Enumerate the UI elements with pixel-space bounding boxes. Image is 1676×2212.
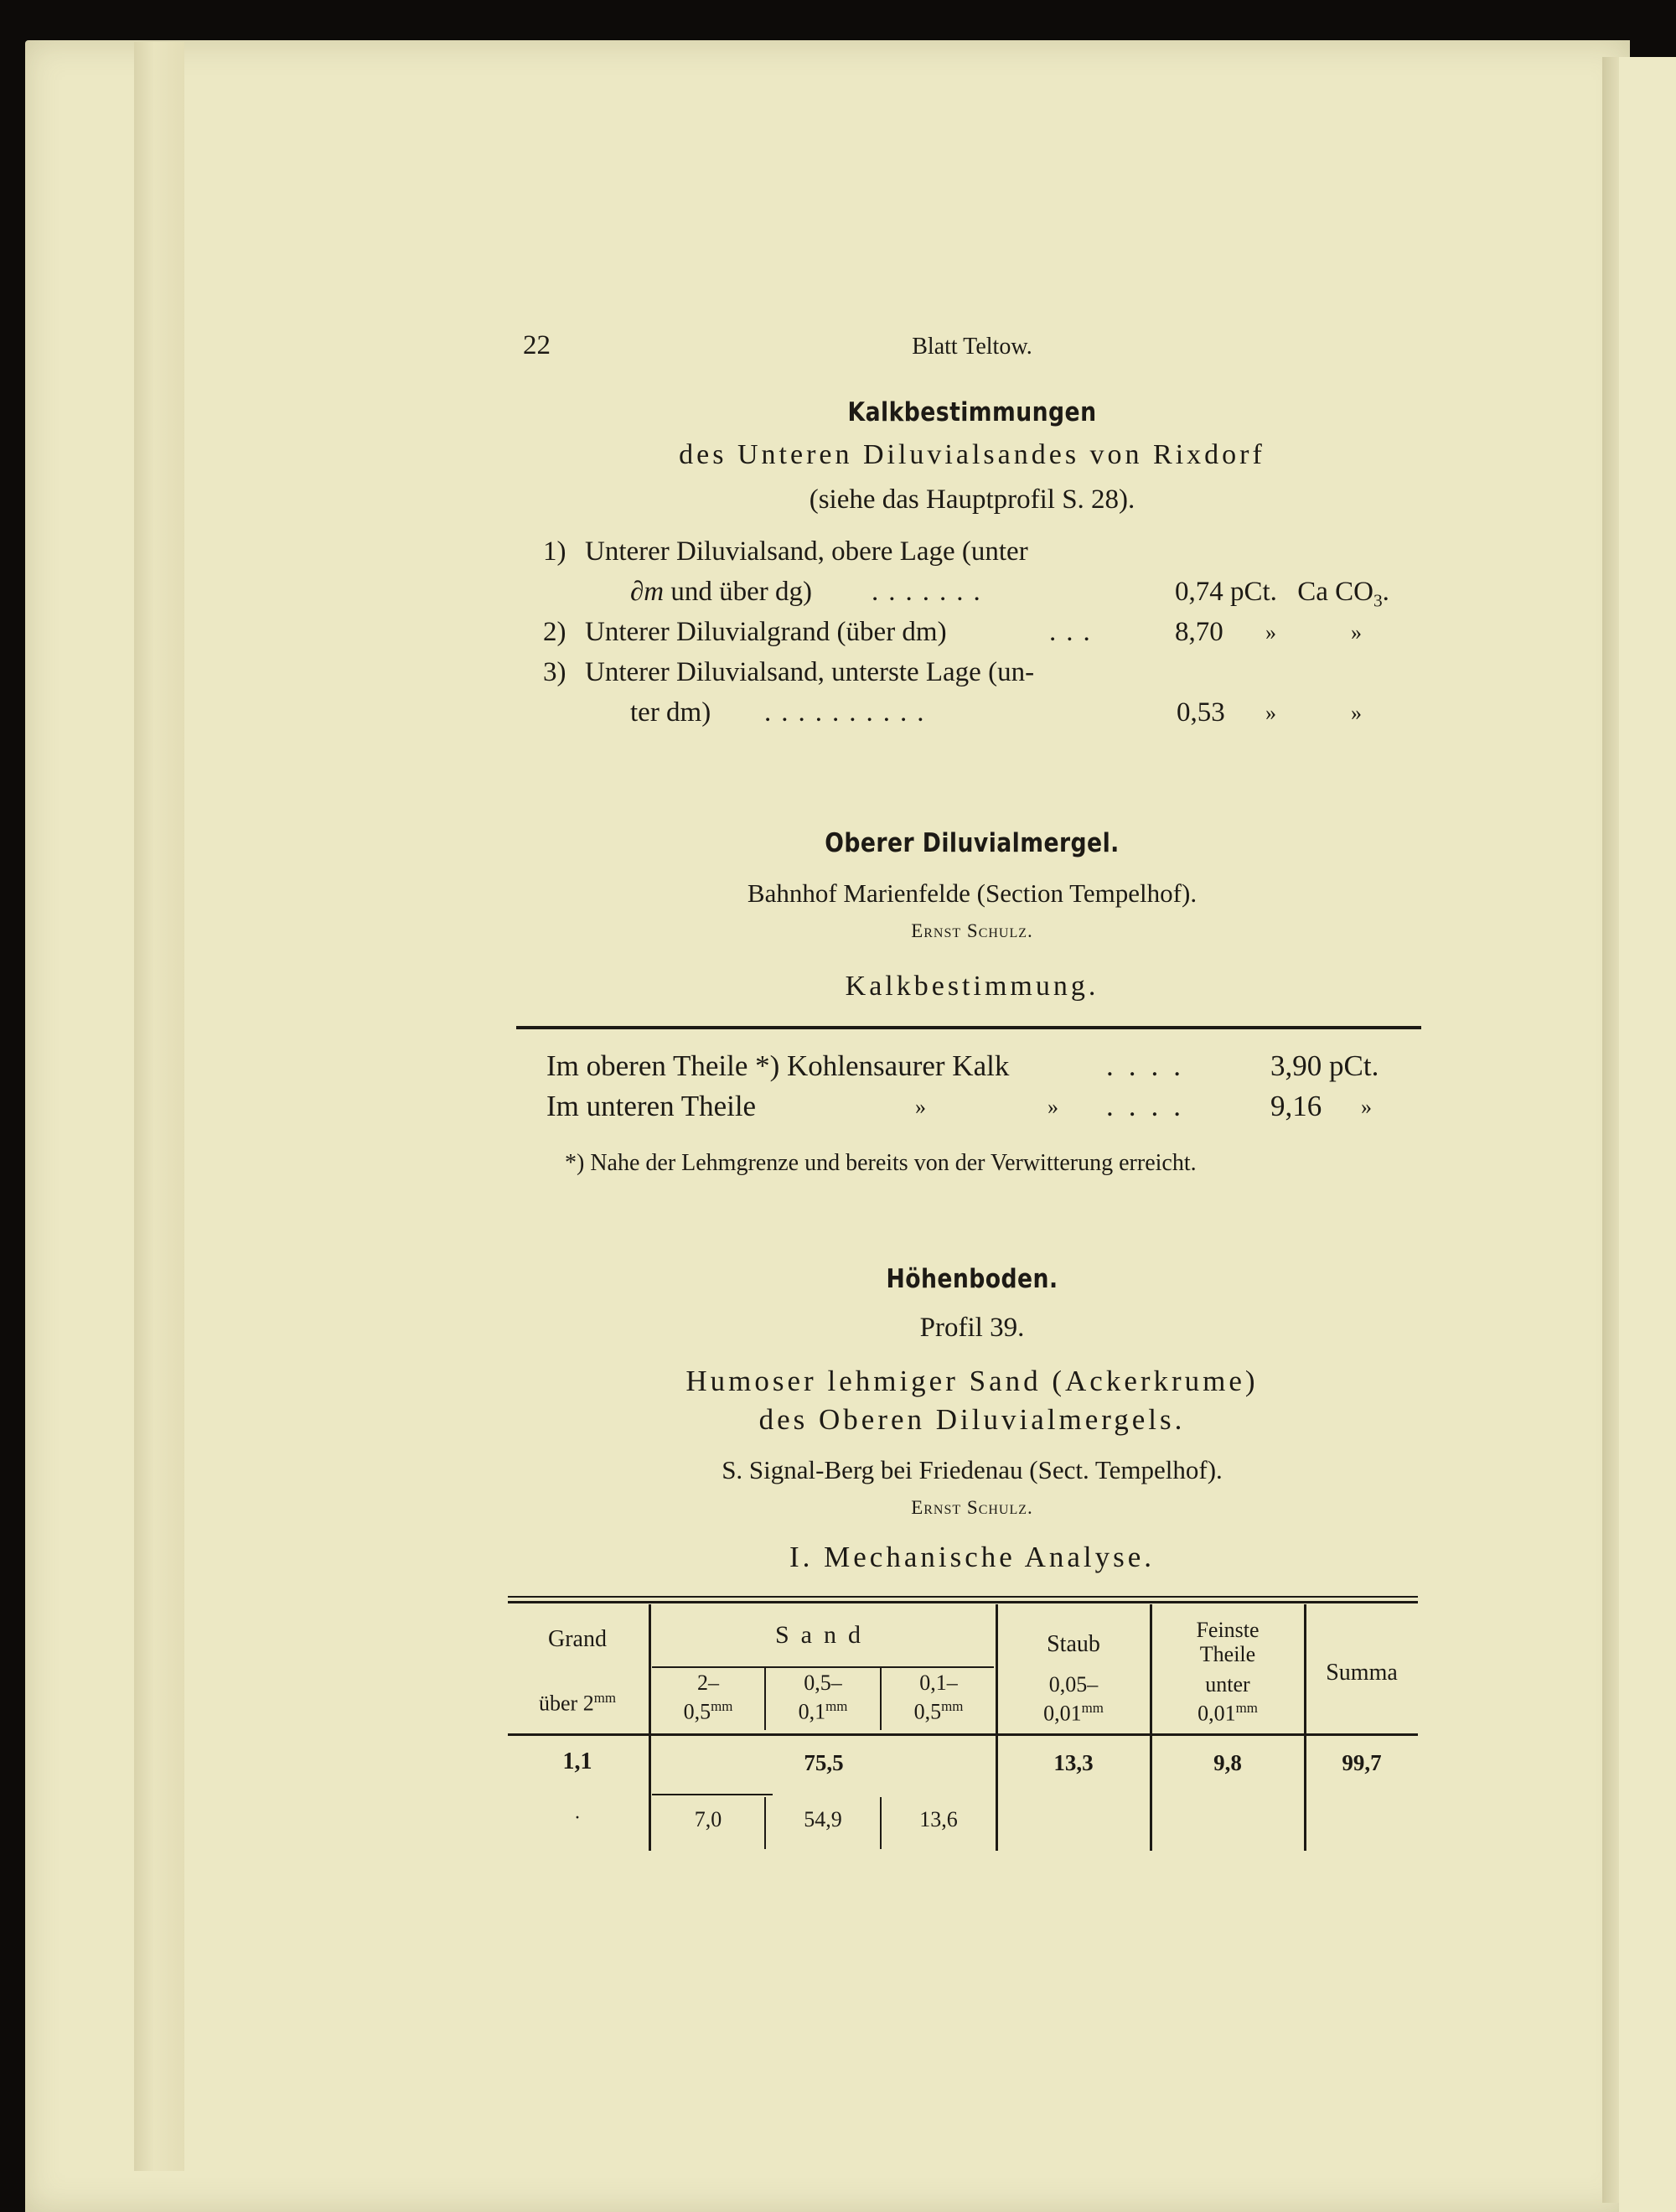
sand-sub-header-3 xyxy=(882,1671,996,1724)
book-page xyxy=(25,40,1630,2212)
oberer-location: Bahnhof Marienfelde (Section Tempelhof). xyxy=(747,878,1198,908)
horizontal-rule xyxy=(516,1026,1421,1029)
item-text-line2: ter dm) xyxy=(630,697,711,728)
sand-sub-rule xyxy=(652,1794,773,1795)
value-text: 0,74 pCt. xyxy=(1175,577,1277,607)
cell-sand-3: 13,6 xyxy=(919,1807,958,1831)
item-text-italic: ∂m xyxy=(630,577,665,607)
feinste-line-1: Feinste xyxy=(1196,1618,1260,1642)
leader-dots: ....... xyxy=(872,577,991,607)
item-value: 8,70 xyxy=(1175,617,1223,647)
oberer-subheading: Kalkbestimmung. xyxy=(845,971,1099,1002)
section-heading-hoehenboden: Höhenboden. xyxy=(886,1264,1058,1294)
page-number: 22 xyxy=(523,330,551,360)
hoehenboden-location: S. Signal-Berg bei Friedenau (Sect. Tempelhof). xyxy=(722,1455,1223,1484)
unit-suffix: . xyxy=(1382,577,1389,607)
ditto-mark: » xyxy=(1361,1095,1372,1119)
item-text: Unterer Diluvialsand, unterste Lage (un- xyxy=(585,657,1035,687)
ditto-mark: » xyxy=(1265,701,1276,725)
unit-subscript: 3 xyxy=(1373,590,1383,611)
col-header-staub: Staub xyxy=(1047,1631,1100,1657)
section-heading-kalkbestimmungen: Kalkbestimmungen xyxy=(847,397,1097,427)
cell-summa: 99,7 xyxy=(1342,1750,1382,1775)
profil-label: Profil 39. xyxy=(919,1313,1025,1343)
col-header-feinste-sub xyxy=(1151,1673,1304,1726)
row-value: 3,90 pCt. xyxy=(1270,1049,1379,1082)
cell-staub: 13,3 xyxy=(1053,1750,1094,1775)
item-number: 3) xyxy=(543,657,566,687)
ditto-mark: » xyxy=(1048,1095,1058,1119)
unit-text: Ca CO xyxy=(1297,577,1373,607)
item-text-rest: und über dg) xyxy=(664,577,813,607)
col-header-summa: Summa xyxy=(1326,1660,1398,1686)
feinste-line-3: unter xyxy=(1205,1672,1250,1697)
sand-sub-range-start: 2– xyxy=(697,1671,719,1695)
footnote: *) Nahe der Lehmgrenze und bereits von der Verwitterung erreicht. xyxy=(565,1150,1197,1176)
feinste-line-4: $0,01^{mm}$ xyxy=(1198,1700,1258,1726)
header-bottom-rule xyxy=(508,1733,1418,1736)
item-value: 0,53 xyxy=(1177,697,1225,728)
grand-sub-text: über 2 xyxy=(539,1691,594,1716)
table-vrule xyxy=(1304,1604,1306,1851)
table-vrule xyxy=(649,1604,651,1851)
ditto-mark: » xyxy=(1265,620,1276,645)
cell-grand: 1,1 xyxy=(562,1748,592,1774)
sand-sub-header-1 xyxy=(652,1671,764,1724)
row-value: 9,16 xyxy=(1270,1090,1322,1122)
sand-hrule xyxy=(652,1666,994,1668)
col-header-feinste xyxy=(1151,1618,1304,1666)
staub-range-end: $0,01^{mm}$ xyxy=(1043,1700,1104,1726)
sand-sub-range-end: $0,1^{mm}$ xyxy=(798,1698,848,1724)
ditto-mark: » xyxy=(1351,701,1362,725)
staub-range-start: 0,05– xyxy=(1048,1672,1099,1697)
hoehenboden-title-1: Humoser lehmiger Sand (Ackerkrume) xyxy=(685,1365,1259,1397)
page-gutter-edge xyxy=(134,42,184,2171)
row-label: Im unteren Theile xyxy=(546,1090,757,1122)
sand-sub-range-end: $0,5^{mm}$ xyxy=(683,1698,733,1724)
sand-sub-header-2 xyxy=(766,1671,880,1724)
col-header-grand: Grand xyxy=(548,1626,607,1652)
cell-feinste: 9,8 xyxy=(1213,1750,1242,1775)
leader-dots: .... xyxy=(1106,1090,1196,1122)
item-value xyxy=(1175,577,1389,612)
hoehenboden-title-2: des Oberen Diluvialmergels. xyxy=(758,1403,1186,1436)
mechanische-analyse-heading: I. Mechanische Analyse. xyxy=(789,1541,1156,1573)
sand-sub-range-end: $0,5^{mm}$ xyxy=(913,1698,964,1724)
leader-dots: .... xyxy=(1106,1049,1196,1082)
sand-sub-range-start: 0,1– xyxy=(919,1671,958,1695)
kalk-rixdorf-line1: des Unteren Diluvialsandes von Rixdorf xyxy=(679,439,1265,470)
running-title: Blatt Teltow. xyxy=(912,334,1032,360)
cell-sand-total: 75,5 xyxy=(804,1750,844,1775)
table-top-rule xyxy=(508,1596,1418,1598)
leader-dots: ... xyxy=(1049,617,1100,647)
sand-sub-range-start: 0,5– xyxy=(804,1671,842,1695)
row-label: Im oberen Theile *) Kohlensaurer Kalk xyxy=(546,1049,1010,1082)
kalk-rixdorf-line2: (siehe das Hauptprofil S. 28). xyxy=(809,484,1135,515)
col-header-grand-sub xyxy=(508,1690,647,1717)
feinste-line-2: Theile xyxy=(1199,1642,1256,1666)
item-text: Unterer Diluvialgrand (über dm) xyxy=(585,617,947,647)
item-number: 2) xyxy=(543,617,566,647)
cell-sand-1: 7,0 xyxy=(694,1807,722,1831)
item-text: Unterer Diluvialsand, obere Lage (unter xyxy=(585,536,1028,567)
col-header-sand: Sand xyxy=(775,1621,872,1649)
facing-page-strip xyxy=(1619,57,1676,2212)
col-header-staub-sub xyxy=(997,1673,1150,1726)
table-top-rule-2 xyxy=(508,1601,1418,1603)
hoehenboden-author: Ernst Schulz. xyxy=(911,1497,1033,1518)
section-heading-oberer-diluvialmergel: Oberer Diluvialmergel. xyxy=(825,828,1120,858)
ditto-mark: » xyxy=(915,1095,926,1119)
item-text-line2 xyxy=(630,577,812,608)
oberer-author: Ernst Schulz. xyxy=(911,920,1033,941)
ditto-mark: » xyxy=(1351,620,1362,645)
leader-dots: .......... xyxy=(764,697,934,728)
cell-grand-sub: · xyxy=(574,1807,581,1829)
page-right-edge xyxy=(1602,57,1619,2203)
cell-sand-2: 54,9 xyxy=(804,1807,842,1831)
grand-sub-unit: mm xyxy=(593,1690,616,1706)
item-number: 1) xyxy=(543,536,566,567)
